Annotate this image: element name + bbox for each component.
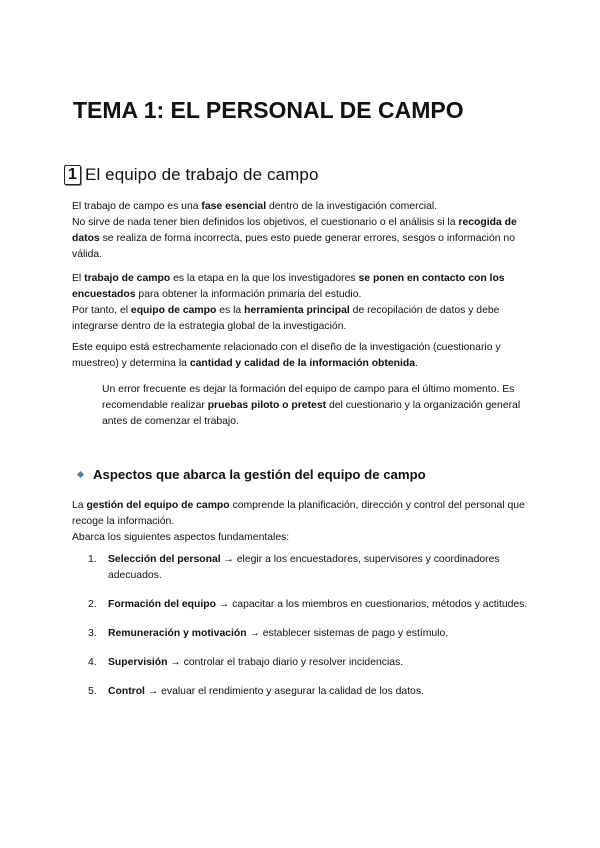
list-item	[88, 684, 538, 700]
paragraph-intro	[72, 199, 532, 263]
bold-term: equipo de campo	[130, 305, 217, 316]
arrow-symbol: →	[220, 554, 237, 565]
text-run: Este equipo está estrechamente relacionado con el diseño de la investigación (cuestionario y muestreo) y determina la	[72, 342, 501, 369]
bold-term: fase esencial	[201, 201, 267, 212]
text-run: El	[72, 273, 85, 284]
paragraph-relation	[72, 340, 532, 372]
arrow-symbol: →	[215, 599, 233, 610]
list-text: evaluar el rendimiento y asegurar la calidad de los datos.	[161, 686, 424, 697]
list-number: 5.	[88, 686, 97, 697]
text-run: comprende la planificación, dirección y control del personal que recoge la información.	[72, 500, 525, 527]
text-run: El trabajo de campo es una	[72, 201, 202, 212]
bold-term: herramienta principal	[244, 305, 350, 316]
section-heading-text: El equipo de trabajo de campo	[85, 165, 319, 184]
arrow-symbol: →	[167, 657, 184, 668]
list-term: Formación del equipo	[108, 599, 216, 610]
text-run: No sirve de nada tener bien definidos los objetivos, el cuestionario o el análisis si la	[72, 217, 459, 228]
bold-term: gestión del equipo de campo	[86, 500, 230, 511]
list-term: Control	[108, 686, 145, 697]
text-run: es la	[216, 305, 245, 316]
note-paragraph	[102, 382, 522, 430]
bold-term: se ponen en contacto con los encuestados	[72, 273, 505, 300]
bold-term: recogida de datos	[72, 217, 517, 244]
list-text: elegir a los encuestadores, supervisores y coordinadores adecuados.	[108, 554, 500, 581]
bold-term: cantidad y calidad de la información obtenida	[189, 358, 415, 369]
arrow-symbol: →	[144, 686, 162, 697]
text-run: La	[72, 500, 87, 511]
list-text: controlar el trabajo diario y resolver incidencias.	[183, 657, 404, 668]
text-run: Abarca los siguientes aspectos fundamentales:	[72, 532, 290, 543]
page-title: TEMA 1: EL PERSONAL DE CAMPO	[73, 97, 464, 123]
list-number: 2.	[88, 599, 97, 610]
text-run: Un error frecuente es dejar la formación del equipo de campo para el último momento. Es recomendable realizar	[102, 384, 515, 411]
bold-term: trabajo de campo	[84, 273, 171, 284]
diamond-bullet-icon	[77, 471, 84, 478]
list-item	[88, 597, 538, 613]
arrow-symbol: →	[246, 628, 263, 639]
section-heading-2	[77, 467, 426, 482]
paragraph-management	[72, 498, 532, 546]
aspects-list	[88, 552, 538, 700]
list-item	[88, 626, 538, 642]
list-number: 3.	[88, 628, 97, 639]
list-item	[88, 655, 538, 671]
text-run: Por tanto, el	[72, 305, 131, 316]
text-run: es la etapa en la que los investigadores	[170, 273, 359, 284]
list-number: 1.	[88, 554, 97, 565]
section-heading-1	[64, 165, 319, 185]
list-term: Remuneración y motivación	[108, 628, 247, 639]
list-number: 4.	[88, 657, 97, 668]
text-run: para obtener la información primaria del estudio.	[135, 289, 362, 300]
paragraph-field-work	[72, 271, 532, 335]
list-text: establecer sistemas de pago y estímulo.	[262, 628, 449, 639]
list-term: Selección del personal	[108, 554, 221, 565]
list-item	[88, 552, 538, 584]
list-term: Supervisión	[108, 657, 168, 668]
text-run: dentro de la investigación comercial.	[266, 201, 438, 212]
sub-heading-text: Aspectos que abarca la gestión del equipo de campo	[93, 467, 426, 482]
bold-term: pruebas piloto o pretest	[207, 400, 327, 411]
section-number-badge: 1	[64, 165, 81, 185]
list-text: capacitar a los miembros en cuestionarios, métodos y actitudes.	[232, 599, 528, 610]
text-run: se realiza de forma incorrecta, pues esto puede generar errores, sesgos o información no válida.	[72, 233, 515, 260]
text-run: de recopilación de datos y debe integrarse dentro de la estrategia global de la investigación.	[72, 305, 500, 332]
text-run: .	[415, 358, 418, 369]
text-run: del cuestionario y la organización general antes de comenzar el trabajo.	[102, 400, 521, 427]
